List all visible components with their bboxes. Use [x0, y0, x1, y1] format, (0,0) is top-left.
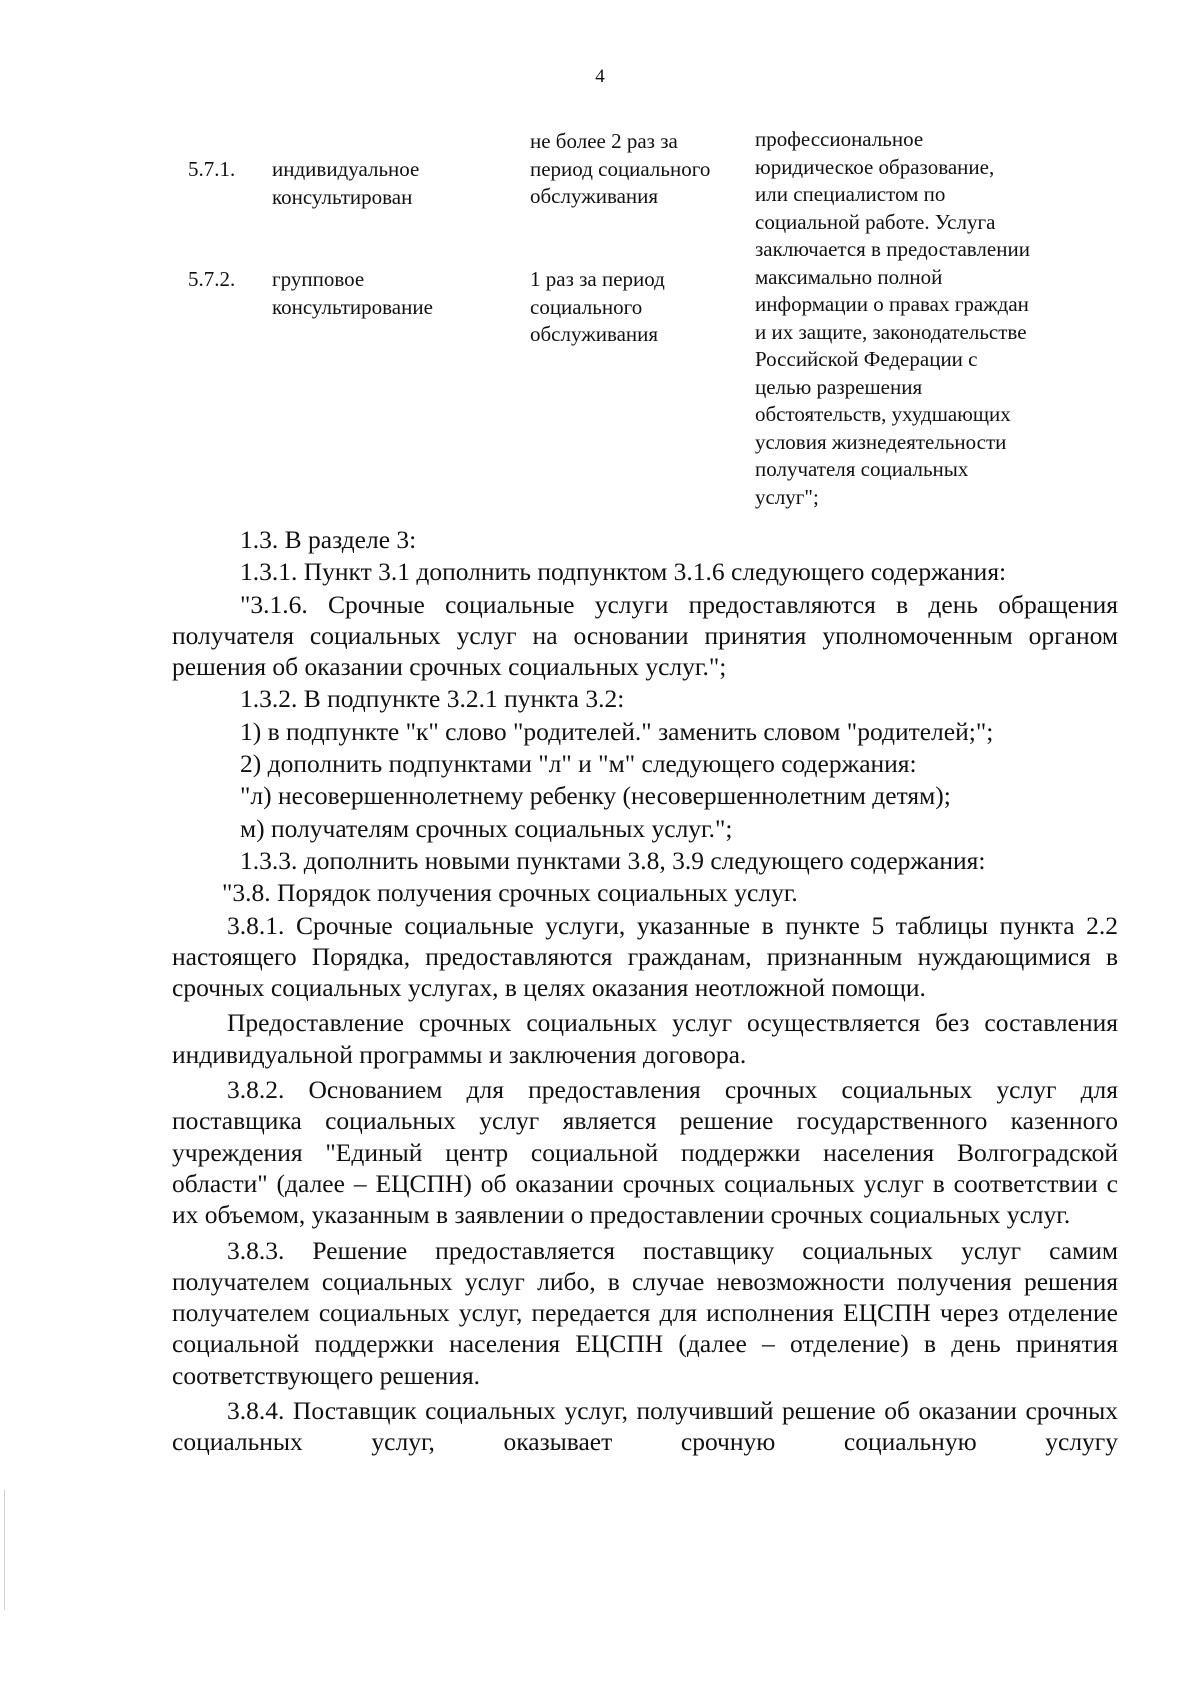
paragraph: "л) несовершеннолетнему ребенку (несовершеннолетним детям);: [240, 781, 951, 811]
table-service-frequency: не более 2 раз за период социального обслуживания: [530, 129, 711, 208]
paragraph: 1.3.3. дополнить новыми пунктами 3.8, 3.9 следующего содержания:: [240, 845, 986, 875]
paragraph: 3.8.1. Срочные социальные услуги, указанные в пункте 5 таблицы пункта 2.2 настоящего Порядка, предоставляются гражданам, признанным нуждающимися в срочных социальных услугах, в целях оказания неотложной помощи.: [172, 910, 1118, 1003]
paragraph: "3.1.6. Срочные социальные услуги предоставляются в день обращения получателя социальных услуг на основании принятия уполномоченным органом решения об оказании срочных социальных услуг.";: [172, 589, 1118, 682]
page-number: 4: [595, 66, 605, 87]
table-service-description: профессиональное юридическое образование, или специалистом по социальной работе. Услуга заключается в предоставлении максимально полной информации о правах граждан и их защите, законодательстве Российской Федерации с целью разрешения обстоятельств, ухудшающих условия жизнедеятельности получателя социальных услуг";: [755, 127, 1030, 509]
paragraph: 1.3.1. Пункт 3.1 дополнить подпунктом 3.1.6 следующего содержания:: [240, 557, 1007, 587]
paragraph: "3.8. Порядок получения срочных социальных услуг.: [222, 878, 798, 908]
paragraph: 3.8.3. Решение предоставляется поставщику социальных услуг самим получателем социальных услуг либо, в случае невозможности получения решения получателем социальных услуг, передается для исполнения ЕЦСПН через отделение социальной поддержки населения ЕЦСПН (далее – отделение) в день принятия соответствующего решения.: [172, 1235, 1118, 1390]
paragraph: м) получателям срочных социальных услуг.";: [240, 813, 733, 843]
table-row-number: 5.7.1.: [188, 157, 236, 181]
table-row-number: 5.7.2.: [188, 267, 236, 291]
table-service-name: групповое консультирование: [272, 267, 433, 319]
paragraph: Предоставление срочных социальных услуг осуществляется без составления индивидуальной программы и заключения договора.: [172, 1008, 1118, 1069]
table-service-name: индивидуальное консультирован: [272, 157, 420, 209]
paragraph: 3.8.2. Основанием для предоставления срочных социальных услуг для поставщика социальных услуг является решение государственного казенного учреждения "Единый центр социальной поддержки населения Волгоградской области" (далее – ЕЦСПН) об оказании срочных социальных услуг в соответствии с их объемом, указанным в заявлении о предоставлении срочных социальных услуг.: [172, 1075, 1118, 1230]
table-service-frequency: 1 раз за период социального обслуживания: [530, 267, 665, 346]
paragraph: 1) в подпункте "к" слово "родителей." заменить словом "родителей;";: [240, 716, 994, 746]
document-body: [172, 524, 1118, 1458]
paragraph: 1.3.2. В подпункте 3.2.1 пункта 3.2:: [240, 684, 625, 714]
paragraph: 3.8.4. Поставщик социальных услуг, получивший решение об оказании срочных социальных услуг, оказывает срочную социальную услугу: [172, 1396, 1118, 1457]
paragraph: 1.3. В разделе 3:: [240, 525, 417, 554]
paragraph: 2) дополнить подпунктами "л" и "м" следующего содержания:: [240, 749, 917, 779]
scan-edge-mark: [4, 1490, 5, 1610]
